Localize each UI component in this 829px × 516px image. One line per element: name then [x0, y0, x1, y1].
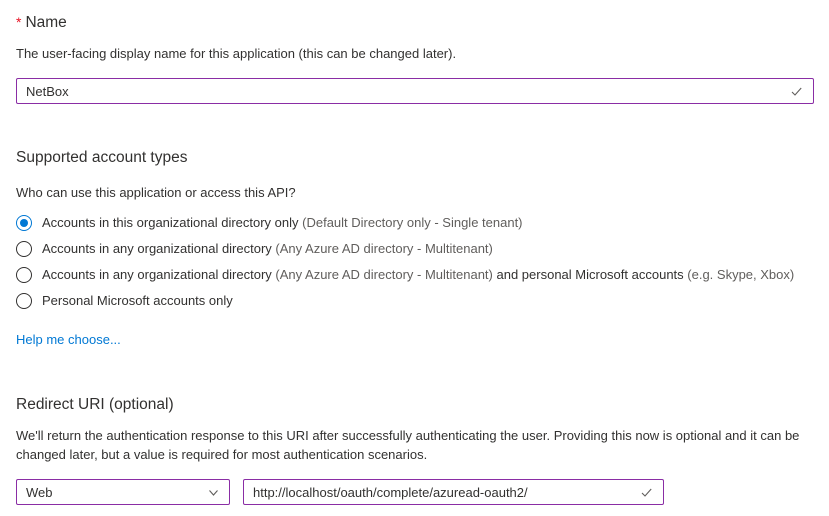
radio-option-label: Accounts in this organizational directory only (Default Directory only - Single tenant)	[42, 215, 523, 230]
redirect-uri-title: Redirect URI (optional)	[16, 396, 174, 413]
radio-option-multitenant[interactable]	[16, 236, 814, 262]
chevron-down-icon	[207, 486, 220, 499]
radio-option-label: Accounts in any organizational directory (Any Azure AD directory - Multitenant)	[42, 241, 493, 256]
name-section-title	[16, 12, 814, 33]
account-types-question: Who can use this application or access this API?	[16, 185, 296, 200]
radio-button[interactable]	[16, 293, 32, 309]
redirect-uri-description: We'll return the authentication response to this URI after successfully authenticating the user. Providing this now is optional and it can be changed later, but a value is required for most authentication scenarios.	[16, 428, 800, 462]
help-me-choose-link[interactable]: Help me choose...	[16, 332, 121, 347]
checkmark-icon	[639, 485, 654, 500]
name-title-text: Name	[25, 14, 67, 31]
name-input-container	[16, 78, 814, 104]
radio-option-label: Accounts in any organizational directory (Any Azure AD directory - Multitenant) and personal Microsoft accounts (e.g. Skype, Xbox)	[42, 267, 795, 282]
redirect-uri-input-container	[243, 479, 664, 505]
radio-option-label: Personal Microsoft accounts only	[42, 293, 233, 308]
account-types-title: Supported account types	[16, 149, 188, 166]
account-types-radio-group	[16, 210, 814, 314]
required-asterisk: *	[16, 14, 22, 30]
radio-button[interactable]	[16, 215, 32, 231]
radio-button[interactable]	[16, 267, 32, 283]
platform-select-value: Web	[26, 484, 53, 500]
redirect-uri-input[interactable]	[253, 485, 631, 500]
platform-select-dropdown[interactable]	[16, 479, 230, 505]
name-description: The user-facing display name for this application (this can be changed later).	[16, 46, 457, 61]
radio-button[interactable]	[16, 241, 32, 257]
radio-option-personal-only[interactable]	[16, 288, 814, 314]
checkmark-icon	[789, 84, 804, 99]
radio-option-single-tenant[interactable]	[16, 210, 814, 236]
radio-option-multitenant-personal[interactable]	[16, 262, 814, 288]
redirect-uri-row	[16, 479, 814, 505]
name-input[interactable]	[26, 84, 781, 99]
